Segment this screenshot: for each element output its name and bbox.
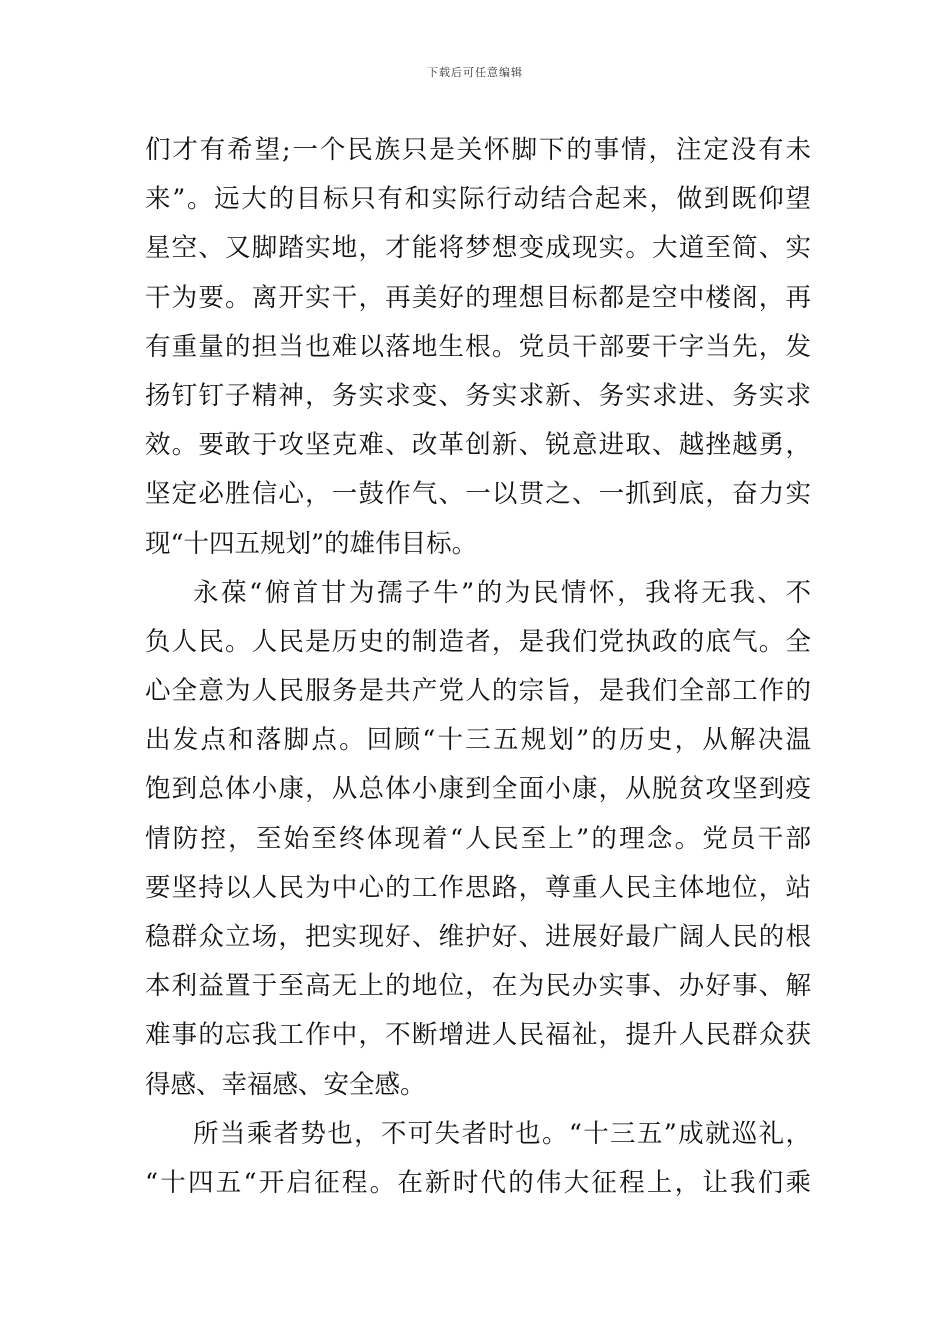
text-line: 饱到总体小康，从总体小康到全面小康，从脱贫攻坚到疫 bbox=[145, 774, 811, 805]
text-line: 得感、幸福感、安全感。 bbox=[145, 1069, 426, 1100]
text-line: 现“十四五规划”的雄伟目标。 bbox=[145, 528, 478, 559]
text-line: 有重量的担当也难以落地生根。党员干部要干字当先，发 bbox=[145, 331, 811, 362]
text-line: 要坚持以人民为中心的工作思路，尊重人民主体地位，站 bbox=[145, 872, 811, 903]
text-line: 情防控，至始至终体现着“人民至上”的理念。党员干部 bbox=[145, 823, 811, 854]
document-body bbox=[145, 126, 811, 1208]
text-line: 效。要敢于攻坚克难、改革创新、锐意进取、越挫越勇， bbox=[145, 430, 811, 461]
text-line: 们才有希望;一个民族只是关怀脚下的事情，注定没有未 bbox=[145, 135, 811, 165]
text-line: 心全意为人民服务是共产党人的宗旨，是我们全部工作的 bbox=[145, 676, 811, 707]
paragraph-first-line: 所当乘者势也，不可失者时也。“十三五”成就巡礼， bbox=[193, 1118, 811, 1149]
text-line: 扬钉钉子精神，务实求变、务实求新、务实求进、务实求 bbox=[145, 380, 811, 411]
text-line: 稳群众立场，把实现好、维护好、进展好最广阔人民的根 bbox=[145, 922, 811, 952]
text-line: 坚定必胜信心，一鼓作气、一以贯之、一抓到底，奋力实 bbox=[145, 479, 811, 510]
page-header-note: 下载后可任意编辑 bbox=[427, 66, 523, 79]
text-line: 负人民。人民是历史的制造者，是我们党执政的底气。全 bbox=[145, 626, 811, 657]
text-line: 出发点和落脚点。回顾“十三五规划”的历史，从解决温 bbox=[145, 725, 811, 756]
text-line: 干为要。离开实干，再美好的理想目标都是空中楼阁，再 bbox=[145, 282, 811, 313]
text-line: 难事的忘我工作中，不断增进人民福祉，提升人民群众获 bbox=[145, 1020, 811, 1051]
paragraph-first-line: 永葆“俯首甘为孺子牛”的为民情怀，我将无我、不 bbox=[193, 577, 811, 608]
text-line: 星空、又脚踏实地，才能将梦想变成现实。大道至简、实 bbox=[145, 233, 811, 264]
text-line: 本利益置于至高无上的地位，在为民办实事、办好事、解 bbox=[145, 971, 811, 1002]
text-line: 来”。远大的目标只有和实际行动结合起来，做到既仰望 bbox=[145, 184, 811, 215]
text-line: “十四五“开启征程。在新时代的伟大征程上，让我们乘 bbox=[145, 1167, 811, 1198]
